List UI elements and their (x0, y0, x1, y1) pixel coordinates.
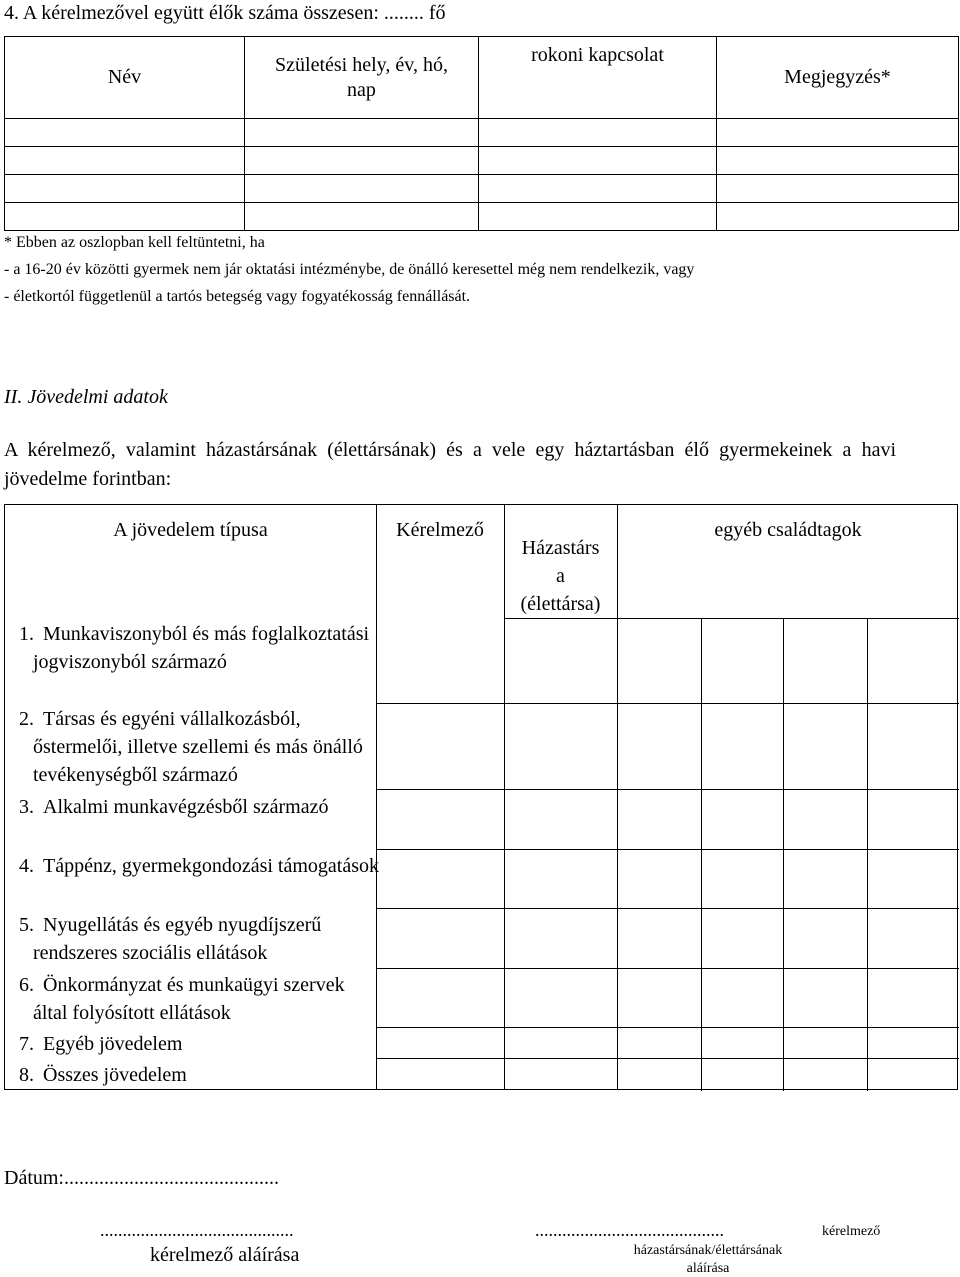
section-intro: A kérelmező, valamint házastársának (élettársának) és a vele egy háztartásban élő gyermekeinek a havi jövedelme forintban: (4, 439, 896, 490)
right-signature-line[interactable]: .......................................... (535, 1220, 724, 1240)
household-cell[interactable] (5, 119, 245, 147)
household-cell[interactable] (245, 147, 479, 175)
household-cell[interactable] (5, 147, 245, 175)
income-row-3: 3. Alkalmi munkavégzésből származó (19, 796, 329, 818)
col-header-note: Megjegyzés* (717, 37, 959, 119)
right-signature-caption-1: házastársának/élettársának (633, 1243, 783, 1258)
income-row-1: 1. Munkaviszonyból és más foglalkoztatási jogviszonyból származó (19, 623, 370, 673)
header-other-family: egyéb családtagok (714, 519, 862, 541)
income-row-6: 6. Önkormányzat és munkaügyi szervek által folyósított ellátások (19, 974, 345, 1024)
household-table (4, 36, 959, 231)
household-cell[interactable] (5, 175, 245, 203)
household-cell[interactable] (245, 119, 479, 147)
footnote-line-3: - életkortól függetlenül a tartós betegség vagy fogyatékosság fennállását. (4, 288, 471, 305)
household-cell[interactable] (479, 119, 717, 147)
right-signature-word: kérelmező (822, 1224, 881, 1239)
household-cell[interactable] (479, 203, 717, 231)
household-cell[interactable] (479, 175, 717, 203)
household-cell[interactable] (717, 203, 959, 231)
household-cell[interactable] (717, 147, 959, 175)
income-row-4: 4. Táppénz, gyermekgondozási támogatások (19, 855, 379, 877)
header-income-type: A jövedelem típusa (113, 519, 268, 541)
household-cell[interactable] (245, 203, 479, 231)
col-header-relation: rokoni kapcsolat (479, 37, 717, 119)
household-heading: 4. A kérelmezővel együtt élők száma összesen: ........ fő (4, 2, 446, 24)
income-row-8: 8. Összes jövedelem (19, 1064, 187, 1086)
household-cell[interactable] (717, 119, 959, 147)
col-header-birth: Születési hely, év, hó, nap (245, 37, 479, 119)
right-signature-caption-2: aláírása (686, 1261, 730, 1276)
income-row-5: 5. Nyugellátás és egyéb nyugdíjszerű rendszeres szociális ellátások (19, 914, 322, 964)
section-title: II. Jövedelmi adatok (4, 386, 168, 408)
income-row-7: 7. Egyéb jövedelem (19, 1033, 183, 1055)
footnote-line-1: * Ebben az oszlopban kell feltüntetni, ha (4, 234, 265, 251)
left-signature-caption: kérelmező aláírása (150, 1244, 300, 1266)
left-signature-line[interactable]: ........................................... (100, 1220, 294, 1240)
household-cell[interactable] (717, 175, 959, 203)
col-header-name: Név (5, 37, 245, 119)
footnote-line-2: - a 16-20 év közötti gyermek nem jár oktatási intézménybe, de önálló keresettel még nem rendelkezik, vagy (4, 261, 695, 278)
date-field[interactable]: Dátum:........................................... (4, 1167, 279, 1189)
household-cell[interactable] (245, 175, 479, 203)
household-cell[interactable] (479, 147, 717, 175)
income-table (4, 504, 958, 1090)
income-row-2: 2. Társas és egyéni vállalkozásból, őstermelői, illetve szellemi és más önálló tevékenységből származó (19, 708, 363, 786)
household-cell[interactable] (5, 203, 245, 231)
header-applicant: Kérelmező (396, 519, 484, 541)
header-spouse: Házastárs a (élettársa) (520, 537, 601, 615)
